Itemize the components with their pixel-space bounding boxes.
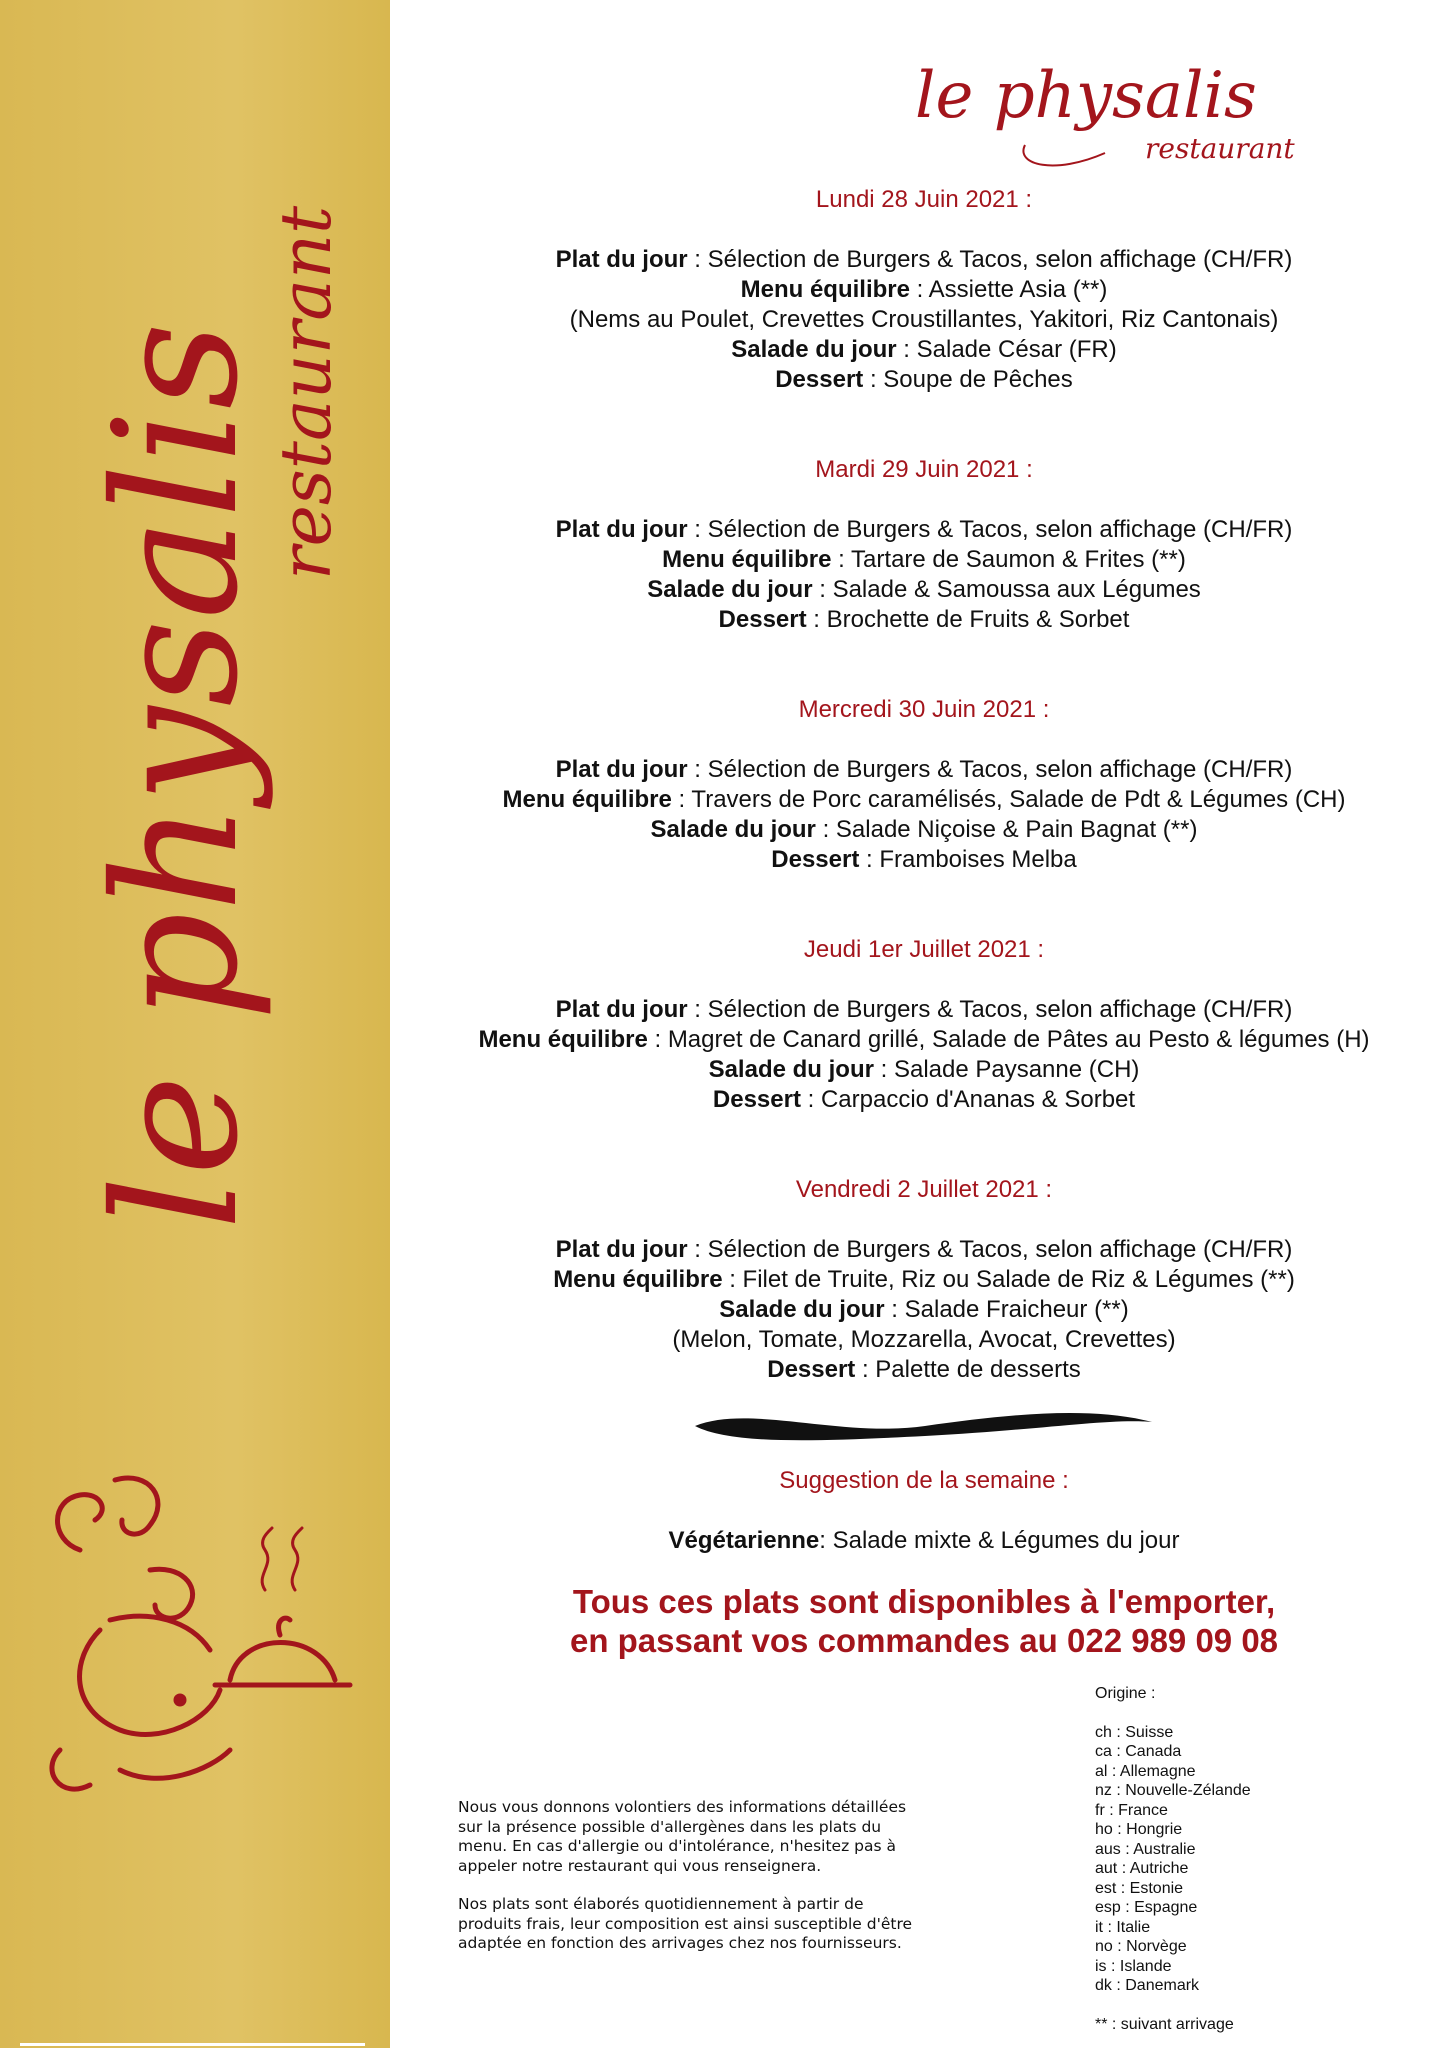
- menu-line: [400, 995, 1448, 1025]
- menu-line-text: : Sélection de Burgers & Tacos, selon affichage (CH/FR): [687, 516, 1293, 543]
- menu-line-label: Dessert: [775, 366, 864, 393]
- origin-item: esp : Espagne: [1095, 1899, 1198, 1916]
- menu-line-label: Dessert: [712, 1086, 801, 1113]
- menu-line-text: : Tartare de Saumon & Frites (**): [831, 546, 1186, 573]
- menu-line-label: Plat du jour: [555, 996, 688, 1023]
- menu-line: [400, 785, 1448, 815]
- origin-item: aus : Australie: [1095, 1840, 1196, 1858]
- promo-line-1: Tous ces plats sont disponibles à l'emporter,: [572, 1583, 1276, 1620]
- menu-line: [400, 365, 1448, 395]
- menu-line-label: Salade du jour: [650, 816, 816, 843]
- menu-line-label: Menu équilibre: [553, 1266, 723, 1293]
- vertical-logo: [40, 60, 370, 1240]
- menu-line: [400, 1265, 1448, 1295]
- menu-line-label: Salade du jour: [708, 1056, 874, 1083]
- svg-text:restaurant: restaurant: [265, 205, 347, 580]
- menu-line-label: Menu équilibre: [502, 786, 672, 813]
- menu-line-label: Salade du jour: [719, 1296, 885, 1323]
- menu-line-text: : Salade Fraicheur (**): [884, 1296, 1129, 1323]
- menu-line-label: Menu équilibre: [740, 276, 910, 303]
- svg-text:le physalis: le physalis: [915, 59, 1257, 133]
- menu-line-text: : Brochette de Fruits & Sorbet: [806, 606, 1130, 633]
- suggestion-label: Végétarienne: [668, 1527, 820, 1554]
- origin-item: nz : Nouvelle-Zélande: [1095, 1782, 1251, 1799]
- origin-legend: [1095, 1684, 1345, 2034]
- day-section: [400, 935, 1448, 1115]
- menu-line: [400, 545, 1448, 575]
- menu-line-label: Dessert: [771, 846, 860, 873]
- day-title: Lundi 28 Juin 2021 :: [815, 186, 1033, 213]
- menu-line-label: Dessert: [767, 1356, 856, 1383]
- decorative-divider: [690, 1404, 1160, 1444]
- menu-line-label: Salade du jour: [647, 576, 813, 603]
- notice-paragraph-allergens: Nous vous donnons volontiers des informations détaillées sur la présence possible d'allergènes dans les plats du menu. En cas d'allergie ou d'intolérance, n'hesitez pas à appeler notre restaurant qui vous renseignera.: [458, 1798, 907, 1875]
- day-section: [400, 455, 1448, 635]
- menu-line: [400, 335, 1448, 365]
- menu-line: [400, 815, 1448, 845]
- menu-line-text: : Sélection de Burgers & Tacos, selon affichage (CH/FR): [687, 996, 1293, 1023]
- menu-line: [400, 755, 1448, 785]
- menu-line-label: Menu équilibre: [662, 546, 832, 573]
- origin-item: it : Italie: [1095, 1918, 1151, 1936]
- menu-line-text: : Salade César (FR): [896, 336, 1117, 363]
- origin-note: ** : suivant arrivage: [1095, 2015, 1234, 2033]
- menu-line: [400, 575, 1448, 605]
- menu-line-text: : Sélection de Burgers & Tacos, selon affichage (CH/FR): [687, 246, 1293, 273]
- day-title: Vendredi 2 Juillet 2021 :: [795, 1176, 1053, 1203]
- menu-line-text: : Palette de desserts: [855, 1356, 1081, 1383]
- origin-item: aut : Autriche: [1095, 1860, 1189, 1877]
- origin-item: ch : Suisse: [1095, 1723, 1174, 1741]
- day-section: [400, 1175, 1448, 1385]
- menu-line: [400, 1355, 1448, 1385]
- menu-line: [400, 515, 1448, 545]
- menu-line-text: : Salade Niçoise & Pain Bagnat (**): [815, 816, 1198, 843]
- allergen-notice: [458, 1798, 1018, 1973]
- menu-line-label: Plat du jour: [555, 246, 688, 273]
- brand-logo: [905, 55, 1385, 175]
- menu-line-label: Plat du jour: [555, 516, 688, 543]
- menu-line: [400, 1295, 1448, 1325]
- origin-title: Origine :: [1095, 1685, 1156, 1702]
- origin-item: al : Allemagne: [1095, 1762, 1196, 1780]
- day-section: [400, 695, 1448, 875]
- svg-text:restaurant: restaurant: [1145, 132, 1295, 165]
- menu-line: [400, 1085, 1448, 1115]
- day-title: Mardi 29 Juin 2021 :: [815, 456, 1033, 483]
- day-section: [400, 185, 1448, 395]
- menu-line-text: : Salade Paysanne (CH): [873, 1056, 1140, 1083]
- day-title: Mercredi 30 Juin 2021 :: [798, 696, 1050, 723]
- menu-content: [400, 185, 1448, 1385]
- origin-item: dk : Danemark: [1095, 1977, 1200, 1994]
- menu-line: [400, 1055, 1448, 1085]
- menu-line-text: : Sélection de Burgers & Tacos, selon affichage (CH/FR): [687, 1236, 1293, 1263]
- menu-line-label: Salade du jour: [731, 336, 897, 363]
- weekly-suggestion: [400, 1466, 1448, 1556]
- menu-line-label: Plat du jour: [555, 1236, 688, 1263]
- menu-line-text: (Nems au Poulet, Crevettes Croustillantes, Yakitori, Riz Cantonais): [569, 306, 1279, 333]
- menu-line-text: : Carpaccio d'Ananas & Sorbet: [800, 1086, 1136, 1113]
- menu-line: [400, 275, 1448, 305]
- takeaway-notice: [400, 1582, 1448, 1660]
- menu-line-label: Menu équilibre: [478, 1026, 648, 1053]
- origin-item: est : Estonie: [1095, 1879, 1184, 1897]
- origin-list: [1095, 1723, 1345, 1996]
- notice-paragraph-freshness: Nos plats sont élaborés quotidiennement à partir de produits frais, leur composition est ainsi susceptible d'être adaptée en fonction des arrivages chez nos fournisseurs.: [458, 1895, 913, 1952]
- menu-line-label: Plat du jour: [555, 756, 688, 783]
- svg-text:le physalis: le physalis: [78, 322, 276, 1230]
- day-title: Jeudi 1er Juillet 2021 :: [803, 936, 1045, 963]
- origin-item: fr : France: [1095, 1801, 1168, 1819]
- menu-line-text: (Melon, Tomate, Mozzarella, Avocat, Crevettes): [672, 1326, 1176, 1353]
- suggestion-line: [400, 1526, 1448, 1556]
- menu-line-text: : Assiette Asia (**): [909, 276, 1108, 303]
- menu-line: [400, 1235, 1448, 1265]
- origin-item: no : Norvège: [1095, 1938, 1187, 1955]
- menu-line: [400, 845, 1448, 875]
- suggestion-text: : Salade mixte & Légumes du jour: [819, 1527, 1180, 1554]
- origin-item: ca : Canada: [1095, 1743, 1182, 1760]
- menu-line: [400, 1325, 1448, 1355]
- menu-line-text: : Sélection de Burgers & Tacos, selon affichage (CH/FR): [687, 756, 1293, 783]
- menu-line-text: : Filet de Truite, Riz ou Salade de Riz & Légumes (**): [722, 1266, 1295, 1293]
- origin-item: is : Islande: [1095, 1957, 1172, 1975]
- promo-line-2: en passant vos commandes au 022 989 09 08: [569, 1622, 1279, 1659]
- menu-line-label: Dessert: [718, 606, 807, 633]
- menu-line-text: : Travers de Porc caramélisés, Salade de Pdt & Légumes (CH): [671, 786, 1346, 813]
- menu-line-text: : Salade & Samoussa aux Légumes: [812, 576, 1201, 603]
- menu-line-text: : Magret de Canard grillé, Salade de Pâtes au Pesto & légumes (H): [647, 1026, 1370, 1053]
- origin-item: ho : Hongrie: [1095, 1821, 1183, 1838]
- menu-line: [400, 605, 1448, 635]
- chef-illustration: [40, 1470, 380, 1800]
- menu-line-text: : Soupe de Pêches: [863, 366, 1073, 393]
- menu-line: [400, 305, 1448, 335]
- menu-line: [400, 245, 1448, 275]
- sidebar-baseline: [20, 2043, 365, 2046]
- menu-line-text: : Framboises Melba: [859, 846, 1077, 873]
- suggestion-title: Suggestion de la semaine :: [779, 1467, 1069, 1494]
- sidebar-band: [0, 0, 390, 2048]
- menu-line: [400, 1025, 1448, 1055]
